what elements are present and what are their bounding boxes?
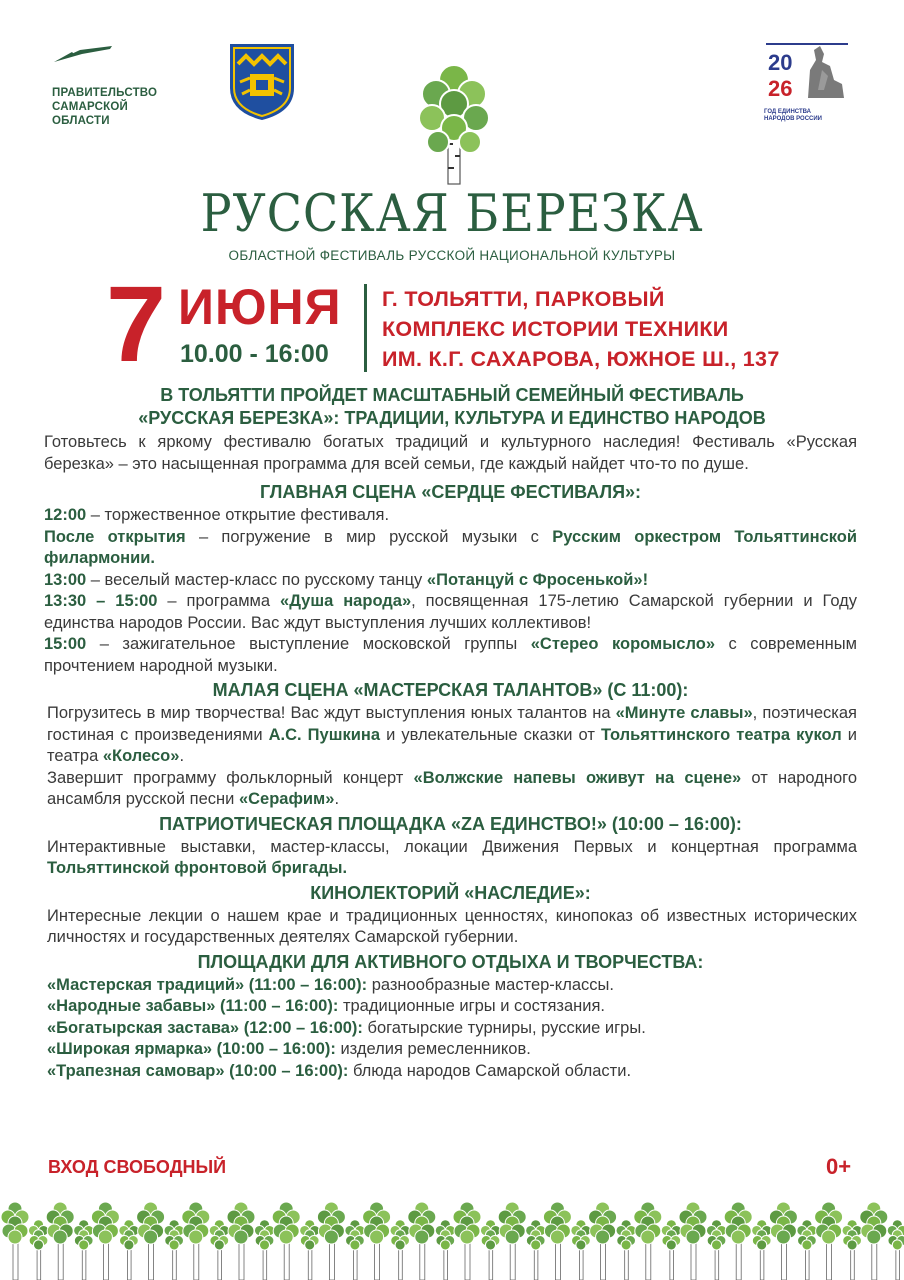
birch-tree-small-icon (571, 1220, 591, 1280)
birch-tree-small-icon (679, 1202, 707, 1280)
birch-tree-small-icon (724, 1202, 752, 1280)
birch-tree-small-icon (46, 1202, 74, 1280)
government-logo (52, 42, 212, 128)
event-month: ИЮНЯ (178, 279, 342, 335)
birch-tree-small-icon (860, 1202, 888, 1280)
birch-tree-small-icon (480, 1220, 500, 1280)
birch-tree-small-icon (498, 1202, 526, 1280)
birch-tree-small-icon (589, 1202, 617, 1280)
date-separator (364, 284, 367, 372)
birch-tree-small-icon (634, 1202, 662, 1280)
patriotic-title: ПАТРИОТИЧЕСКАЯ ПЛОЩАДКА «ZА ЕДИНСТВО!» (10:00 – 16:00): (159, 813, 742, 834)
activity-item: «Трапезная самовар» (10:00 – 16:00): блюда народов Самарской области. (47, 1061, 632, 1080)
small-stage-text: Завершит программу фольклорный концерт «Волжские напевы оживут на сцене» от народного ансамбля русской песни «Серафим». (47, 768, 857, 808)
birch-tree-small-icon (797, 1220, 817, 1280)
birch-tree-small-icon (435, 1220, 455, 1280)
small-stage-title: МАЛАЯ СЦЕНА «МАСТЕРСКАЯ ТАЛАНТОВ» (С 11:00): (212, 680, 689, 700)
main-stage-title: ГЛАВНАЯ СЦЕНА «СЕРДЦЕ ФЕСТИВАЛЯ»: (259, 482, 642, 502)
birch-tree-icon (408, 58, 500, 186)
intro-text: Готовьтесь к яркому фестивалю богатых традиций и культурного наследия! Фестиваль «Русская березка» – это насыщенная программа для всей семьи, где каждый найдет что-то по душе. (44, 433, 857, 473)
birch-tree-small-icon (543, 1202, 571, 1280)
year-of-unity-logo (764, 40, 854, 123)
year-of-unity-caption: ГОД ЕДИНСТВА НАРОДОВ РОССИИ (764, 109, 822, 122)
tolyatti-coat-of-arms-icon (228, 42, 296, 122)
activity-item: «Широкая ярмарка» (10:00 – 16:00): изделия ремесленников. (47, 1040, 531, 1058)
birch-tree-small-icon (91, 1202, 119, 1280)
svg-text:26: 26 (768, 76, 793, 101)
activity-item: «Мастерская традиций» (11:00 – 16:00): разнообразные мастер-классы. (47, 975, 614, 994)
birch-forest-border-icon (0, 1195, 904, 1280)
birch-tree-small-icon (345, 1220, 365, 1280)
birch-tree-small-icon (317, 1202, 345, 1280)
program-content (44, 432, 857, 1082)
festival-subtitle: ОБЛАСТНОЙ ФЕСТИВАЛЬ РУССКОЙ НАЦИОНАЛЬНОЙ КУЛЬТУРЫ (228, 248, 676, 263)
cinema-text: Интересные лекции о нашем крае и традиционных ценностях, кинопоказ об известных исторических личностях и государственных деятелях Самарской губернии. (47, 906, 857, 946)
main-stage-item: После открытия – погружение в мир русской музыки с Русским оркестром Тольяттинской филармонии. (44, 527, 858, 567)
age-rating: 0+ (826, 1154, 852, 1179)
government-name: ПРАВИТЕЛЬСТВО САМАРСКОЙ ОБЛАСТИ (52, 87, 158, 127)
birch-tree-small-icon (842, 1220, 862, 1280)
birch-tree-small-icon (272, 1202, 300, 1280)
birch-tree-small-icon (887, 1220, 904, 1280)
birch-tree-small-icon (137, 1202, 165, 1280)
birch-tree-small-icon (408, 1202, 436, 1280)
patriotic-text: Интерактивные выставки, мастер-классы, локации Движения Первых и концертная программа Тольяттинской фронтовой бригады. (47, 837, 857, 877)
birch-tree-small-icon (815, 1202, 843, 1280)
birch-tree-small-icon (182, 1202, 210, 1280)
main-stage-item: 13:00 – веселый мастер-класс по русскому танцу «Потанцуй с Фросенькой»! (44, 570, 649, 589)
main-stage-item: 13:30 – 15:00 – программа «Душа народа», посвященная 175-летию Самарской губернии и Году единства народов России. Вас ждут выступления лучших коллективов! (44, 592, 858, 632)
year-of-unity-logo-icon (764, 40, 850, 102)
activity-item: «Богатырская застава» (12:00 – 16:00): богатырские турниры, русские игры. (47, 1018, 646, 1037)
main-stage-item: 15:00 – зажигательное выступление московской группы «Стерео коромысло» с современным прочтением народной музыки. (44, 635, 857, 675)
event-place: Г. ТОЛЬЯТТИ, ПАРКОВЫЙ КОМПЛЕКС ИСТОРИИ ТЕХНИКИ ИМ. К.Г. САХАРОВА, ЮЖНОЕ Ш., 137 (382, 287, 780, 371)
birch-tree-small-icon (164, 1220, 184, 1280)
birch-tree-small-icon (706, 1220, 726, 1280)
birch-tree-small-icon (227, 1202, 255, 1280)
birch-tree-small-icon (752, 1220, 772, 1280)
birch-tree-small-icon (616, 1220, 636, 1280)
birch-tree-small-icon (254, 1220, 274, 1280)
headline: В ТОЛЬЯТТИ ПРОЙДЕТ МАСШТАБНЫЙ СЕМЕЙНЫЙ ФЕСТИВАЛЬ «РУССКАЯ БЕРЕЗКА»: ТРАДИЦИИ, КУЛЬТУРА И ЕДИНСТВО НАРОДОВ (138, 385, 766, 428)
birch-tree-small-icon (28, 1220, 48, 1280)
small-stage-text: Погрузитесь в мир творчества! Вас ждут выступления юных талантов на «Минуте славы», поэтическая гостиная с произведениями А.С. Пушкина и увлекательные сказки от Тольяттинского театра кукол и театра «Колесо». (47, 704, 857, 765)
free-entry-label: ВХОД СВОБОДНЫЙ (48, 1157, 227, 1177)
activity-item: «Народные забавы» (11:00 – 16:00): традиционные игры и состязания. (47, 997, 605, 1015)
svg-text:20: 20 (768, 50, 793, 75)
birch-tree-small-icon (1, 1202, 29, 1280)
birch-tree-small-icon (661, 1220, 681, 1280)
birch-tree-small-icon (300, 1220, 320, 1280)
birch-tree-small-icon (119, 1220, 139, 1280)
event-time: 10.00 - 16:00 (180, 340, 329, 368)
event-day: 7 (106, 263, 167, 384)
birch-tree-small-icon (769, 1202, 797, 1280)
cinema-title: КИНОЛЕКТОРИЙ «НАСЛЕДИЕ»: (310, 882, 591, 903)
birch-tree-small-icon (209, 1220, 229, 1280)
birch-tree-small-icon (390, 1220, 410, 1280)
birch-tree-small-icon (74, 1220, 94, 1280)
birch-tree-small-icon (363, 1202, 391, 1280)
birch-tree-small-icon (526, 1220, 546, 1280)
activities-title: ПЛОЩАДКИ ДЛЯ АКТИВНОГО ОТДЫХА И ТВОРЧЕСТВА: (197, 951, 704, 972)
government-logo-icon (52, 42, 114, 64)
birch-tree-small-icon (453, 1202, 481, 1280)
festival-title: РУССКАЯ БЕРЕЗКА (200, 182, 704, 244)
activities-list (44, 975, 857, 1083)
main-stage-item: 12:00 – торжественное открытие фестиваля. (44, 506, 390, 524)
